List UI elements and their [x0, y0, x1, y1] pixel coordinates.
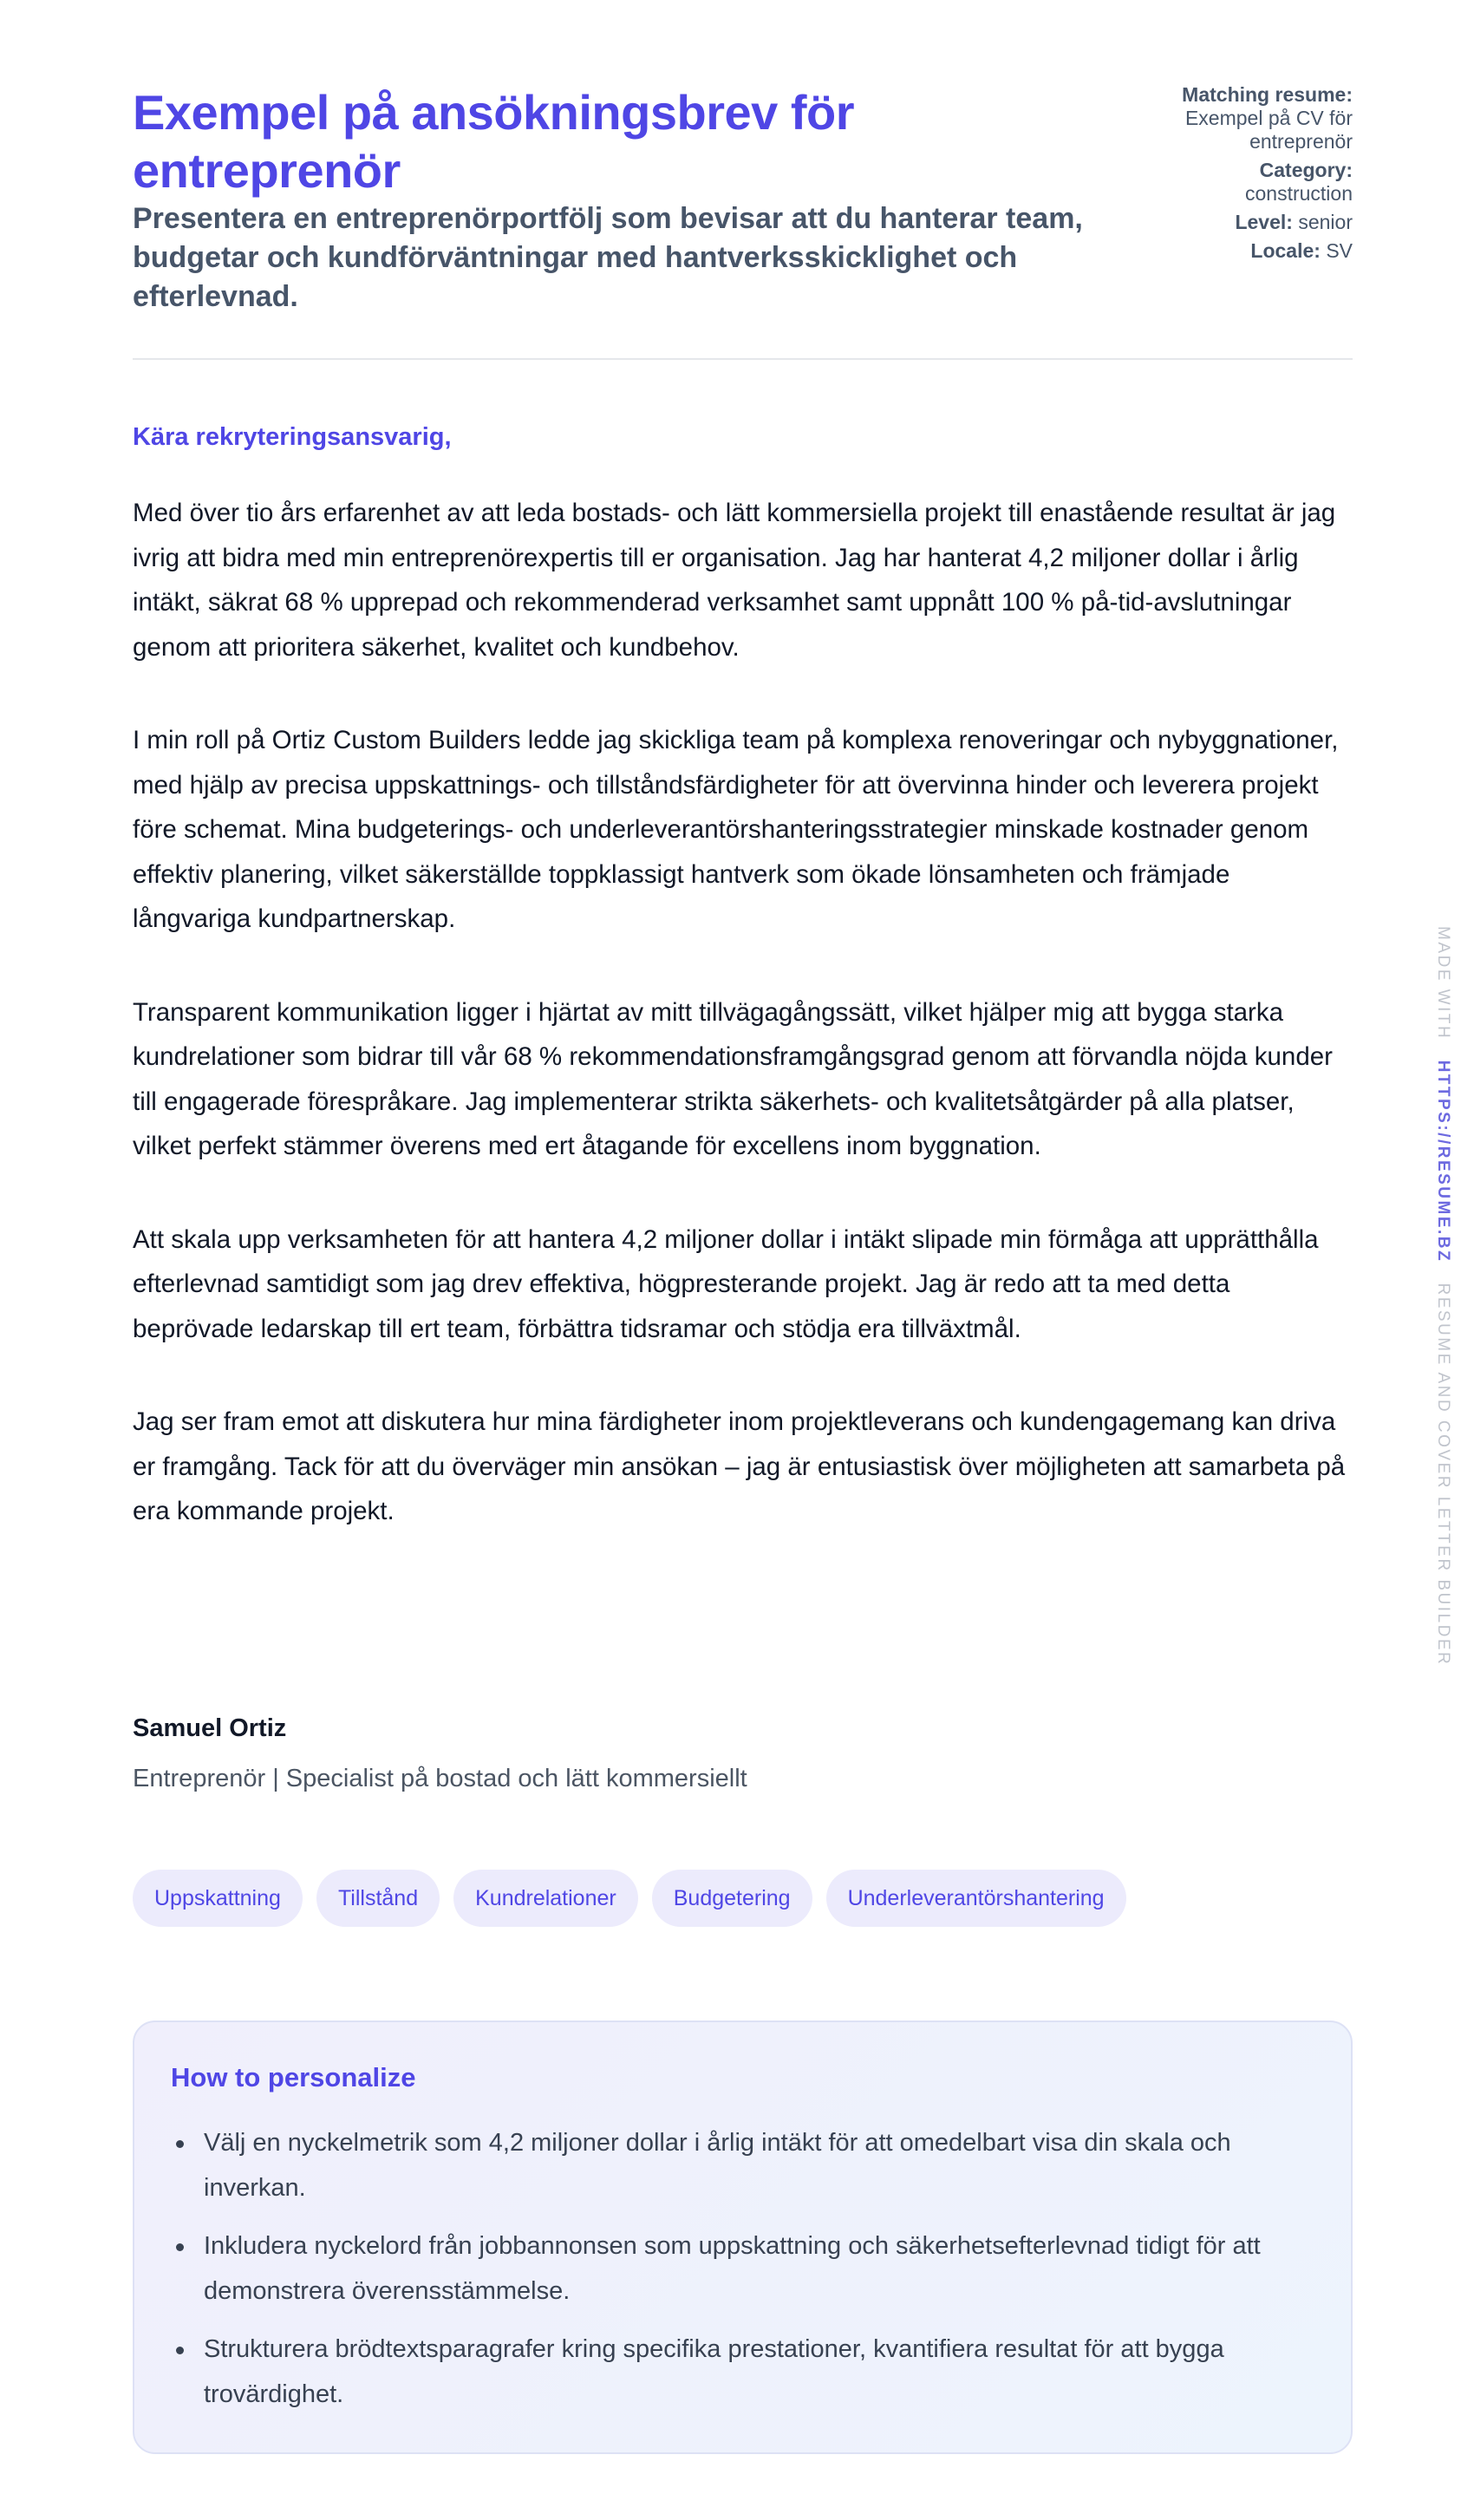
signature-role: Entreprenör | Specialist på bostad och lätt kommersiellt — [133, 1765, 747, 1792]
header — [133, 0, 1353, 360]
meta-info — [1127, 83, 1353, 358]
matching-resume-label: Matching resume: — [1182, 83, 1353, 106]
locale-label: Locale: — [1250, 239, 1321, 262]
tag: Underleverantörshantering — [826, 1870, 1126, 1927]
paragraph: Transparent kommunikation ligger i hjärtat av mitt tillvägagångssätt, vilket hjälper mig att bygga starka kundrelationer som bidrar till vår 68 % rekommendationsframgångsgrad genom att förvandla nöjda kunder till engagerade förespråkare. Jag implementerar strikta säkerhets- och kvalitetsåtgärder på alla platser, vilket perfekt stämmer överens med ert åtagande för excellens inom byggnation. — [133, 997, 1333, 1160]
personalize-list — [171, 2121, 1314, 2417]
cover-letter-page — [133, 0, 1353, 2408]
list-item: Inkludera nyckelord från jobbannonsen som uppskattning och säkerhetsefterlevnad tidigt för att demonstrera överensstämmelse. — [171, 2224, 1314, 2314]
signature — [133, 1708, 747, 1799]
greeting: Kära rekryteringsansvarig, — [133, 423, 452, 451]
level-value: senior — [1298, 211, 1353, 233]
page-title: Exempel på ansökningsbrev för entreprenör — [133, 85, 854, 198]
level-label: Level: — [1235, 211, 1293, 233]
locale-value: SV — [1326, 239, 1353, 262]
tag: Tillstånd — [316, 1870, 440, 1927]
matching-resume-link[interactable]: Exempel på CV för entreprenör — [1184, 107, 1353, 153]
watermark-suffix: RESUME AND COVER LETTER BUILDER — [1434, 1283, 1452, 1667]
personalize-heading: How to personalize — [171, 2062, 416, 2092]
category-label: Category: — [1259, 159, 1353, 181]
skill-tags — [133, 1870, 1126, 1927]
tag: Kundrelationer — [453, 1870, 638, 1927]
watermark-link[interactable]: HTTPS://RESUME.BZ — [1434, 1060, 1452, 1263]
paragraph: Att skala upp verksamheten för att hantera 4,2 miljoner dollar i intäkt slipade min förmåga att upprätthålla efterlevnad samtidigt som jag drev effektiva, högpresterande projekt. Jag är redo att ta med detta beprövade ledarskap till ert team, förbättra tidsramar och stödja era tillväxtmål. — [133, 1224, 1319, 1343]
title-block — [133, 83, 1086, 358]
page-subtitle: Presentera en entreprenörportfölj som bevisar att du hanterar team, budgetar och kundförväntningar med hantverksskicklighet och efterlevnad. — [133, 202, 1083, 313]
list-item: Välj en nyckelmetrik som 4,2 miljoner dollar i årlig intäkt för att omedelbart visa din skala och inverkan. — [171, 2121, 1314, 2210]
personalize-box — [133, 2021, 1353, 2454]
tag: Budgetering — [652, 1870, 812, 1927]
paragraph: Med över tio års erfarenhet av att leda bostads- och lätt kommersiella projekt till enastående resultat är jag ivrig att bidra med min entreprenörexpertis till er organisation. Jag har hanterat 4,2 miljoner dollar i årlig intäkt, säkrat 68 % upprepad och rekommenderad verksamhet samt uppnått 100 % på-tid-avslutningar genom att prioritera säkerhet, kvalitet och kundbehov. — [133, 499, 1336, 662]
letter-body — [133, 491, 1353, 1583]
watermark-prefix: MADE WITH — [1434, 926, 1452, 1041]
category-value: construction — [1244, 182, 1353, 205]
watermark — [1433, 926, 1452, 1666]
list-item: Strukturera brödtextsparagrafer kring specifika prestationer, kvantifiera resultat för att bygga trovärdighet. — [171, 2327, 1314, 2417]
signature-name: Samuel Ortiz — [133, 1714, 287, 1742]
paragraph: Jag ser fram emot att diskutera hur mina färdigheter inom projektleverans och kundengagemang kan driva er framgång. Tack för att du överväger min ansökan – jag är entusiastisk över möjligheten att samarbeta på era kommande projekt. — [133, 1407, 1346, 1525]
tag: Uppskattning — [133, 1870, 303, 1927]
paragraph: I min roll på Ortiz Custom Builders ledde jag skickliga team på komplexa renoveringar och nybyggnationer, med hjälp av precisa uppskattnings- och tillståndsfärdigheter för att övervinna hinder och leverera projekt före schemat. Mina budgeterings- och underleverantörshanteringsstrategier minskade kostnader genom effektiv planering, vilket säkerställde toppklassigt hantverk som ökade lönsamheten och främjade långvariga kundpartnerskap. — [133, 726, 1339, 933]
